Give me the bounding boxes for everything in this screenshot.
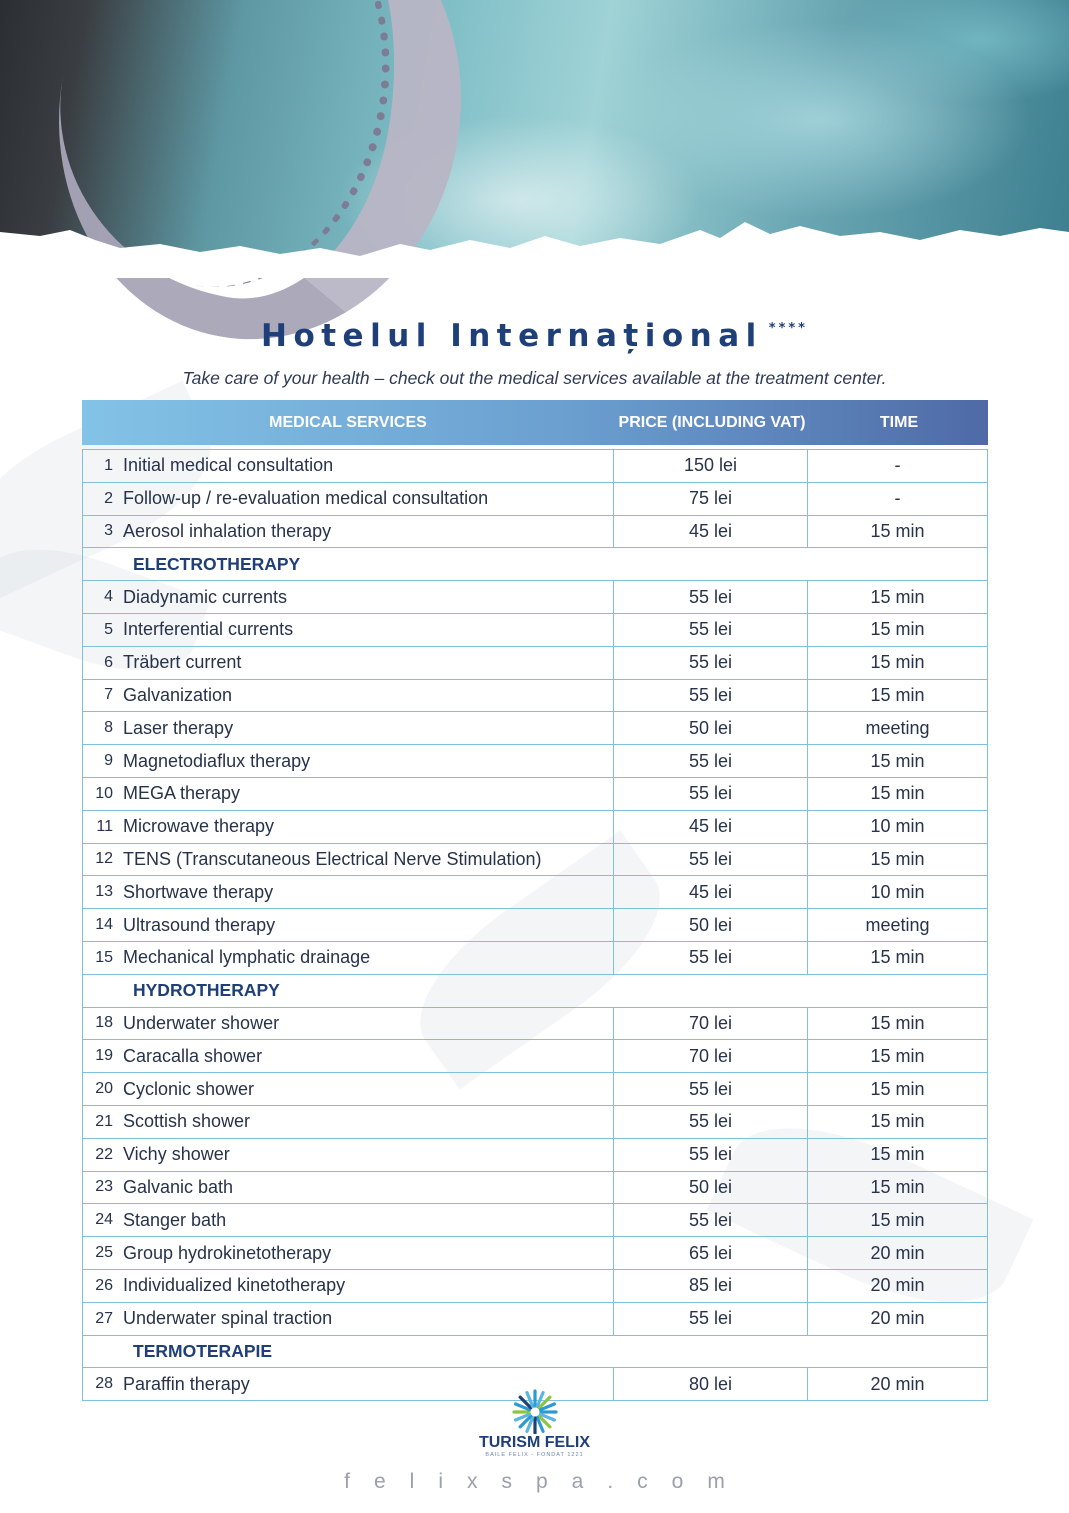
row-number: 25 xyxy=(95,1244,113,1262)
price-cell: 85 lei xyxy=(614,1270,808,1302)
service-cell xyxy=(83,745,614,777)
service-name: Group hydrokinetotherapy xyxy=(123,1242,332,1263)
price-cell: 55 lei xyxy=(614,1303,808,1335)
price-cell: 55 lei xyxy=(614,614,808,646)
torn-paper-edge xyxy=(0,218,1069,278)
section-heading: ELECTROTHERAPY xyxy=(83,548,987,581)
time-cell: 15 min xyxy=(870,684,925,705)
price-cell: 150 lei xyxy=(614,450,808,482)
service-cell xyxy=(83,1040,614,1072)
time-cell: 15 min xyxy=(870,1209,925,1230)
service-cell xyxy=(83,1008,614,1040)
service-name: Caracalla shower xyxy=(123,1045,263,1066)
time-cell: - xyxy=(894,455,901,476)
row-number: 2 xyxy=(104,489,113,507)
table-row xyxy=(83,483,987,516)
service-cell xyxy=(83,483,614,515)
price-cell: 55 lei xyxy=(614,1073,808,1105)
service-name: TENS (Transcutaneous Electrical Nerve Stimulation) xyxy=(123,848,542,869)
service-cell xyxy=(83,876,614,908)
row-number: 28 xyxy=(95,1375,113,1393)
time-cell: 15 min xyxy=(870,586,925,607)
time-cell: 15 min xyxy=(870,947,925,968)
time-cell: - xyxy=(894,488,901,509)
table-row xyxy=(83,581,987,614)
price-cell: 65 lei xyxy=(614,1237,808,1269)
row-number: 13 xyxy=(95,883,113,901)
page-title xyxy=(0,318,1069,354)
time-cell: 15 min xyxy=(870,520,925,541)
price-cell: 55 lei xyxy=(614,1204,808,1236)
price-cell: 50 lei xyxy=(614,712,808,744)
service-cell xyxy=(83,1204,614,1236)
table-row xyxy=(83,680,987,713)
table-row xyxy=(83,909,987,942)
service-cell xyxy=(83,1172,614,1204)
table-row xyxy=(83,1008,987,1041)
price-cell: 70 lei xyxy=(614,1008,808,1040)
service-cell xyxy=(83,450,614,482)
row-number: 26 xyxy=(95,1276,113,1294)
price-cell: 55 lei xyxy=(614,647,808,679)
time-cell: 20 min xyxy=(870,1242,925,1263)
price-cell: 55 lei xyxy=(614,1139,808,1171)
price-cell: 55 lei xyxy=(614,778,808,810)
service-name: Interferential currents xyxy=(123,619,294,640)
row-number: 7 xyxy=(104,686,113,704)
column-header-price: PRICE (INCLUDING VAT) xyxy=(618,413,806,431)
service-cell xyxy=(83,1073,614,1105)
service-name: Microwave therapy xyxy=(123,816,275,837)
service-cell xyxy=(83,778,614,810)
brand-name: TURISM FELIX xyxy=(478,1434,591,1451)
time-cell: 20 min xyxy=(870,1373,925,1394)
row-number: 18 xyxy=(95,1014,113,1032)
table-row xyxy=(83,614,987,647)
row-number: 5 xyxy=(104,620,113,638)
time-cell: 20 min xyxy=(870,1308,925,1329)
service-name: Individualized kinetotherapy xyxy=(123,1275,346,1296)
table-row xyxy=(83,647,987,680)
page-subtitle: Take care of your health – check out the medical services available at the treatment center. xyxy=(182,368,887,388)
price-cell: 80 lei xyxy=(614,1368,808,1400)
service-name: Shortwave therapy xyxy=(123,881,274,902)
column-header-service: MEDICAL SERVICES xyxy=(269,413,427,431)
service-name: Laser therapy xyxy=(123,717,234,738)
service-cell xyxy=(83,909,614,941)
service-cell xyxy=(83,1270,614,1302)
row-number: 27 xyxy=(95,1309,113,1327)
price-cell: 75 lei xyxy=(614,483,808,515)
service-name: Paraffin therapy xyxy=(123,1373,250,1394)
time-cell: meeting xyxy=(865,717,930,738)
service-cell xyxy=(83,647,614,679)
service-name: Ultrasound therapy xyxy=(123,914,276,935)
column-header-time: TIME xyxy=(879,413,919,431)
row-number: 1 xyxy=(104,456,113,474)
price-cell: 45 lei xyxy=(614,516,808,548)
hotel-name: Hotelul Internațional xyxy=(261,318,763,354)
service-name: Initial medical consultation xyxy=(123,455,334,476)
time-cell: 15 min xyxy=(870,1176,925,1197)
row-number: 6 xyxy=(104,653,113,671)
table-row xyxy=(83,1172,987,1205)
time-cell: 15 min xyxy=(870,1144,925,1165)
table-row xyxy=(83,1237,987,1270)
service-name: Vichy shower xyxy=(123,1144,230,1165)
hot-tub-rim xyxy=(23,0,497,371)
service-cell xyxy=(83,516,614,548)
price-cell: 70 lei xyxy=(614,1040,808,1072)
time-cell: 15 min xyxy=(870,750,925,771)
service-cell xyxy=(83,614,614,646)
table-row xyxy=(83,1303,987,1336)
table-row xyxy=(83,1106,987,1139)
service-cell xyxy=(83,581,614,613)
service-cell xyxy=(83,1139,614,1171)
time-cell: 10 min xyxy=(870,816,925,837)
website-url: felixspa.com xyxy=(344,1470,749,1493)
time-cell: meeting xyxy=(865,914,930,935)
row-number: 22 xyxy=(95,1145,113,1163)
service-cell xyxy=(83,712,614,744)
service-name: MEGA therapy xyxy=(123,783,241,804)
price-cell: 55 lei xyxy=(614,1106,808,1138)
row-number: 10 xyxy=(95,784,113,802)
service-cell xyxy=(83,942,614,974)
price-cell: 45 lei xyxy=(614,811,808,843)
table-row xyxy=(83,745,987,778)
table-row xyxy=(83,1270,987,1303)
table-row xyxy=(83,1040,987,1073)
table-row xyxy=(83,778,987,811)
time-cell: 15 min xyxy=(870,1111,925,1132)
service-name: Mechanical lymphatic drainage xyxy=(123,947,371,968)
price-table xyxy=(82,400,988,1401)
row-number: 14 xyxy=(95,916,113,934)
brand-tagline: BAILE FELIX - FONDAT 1221 xyxy=(485,1452,584,1458)
price-cell: 55 lei xyxy=(614,942,808,974)
table-row xyxy=(83,942,987,975)
service-name: Galvanization xyxy=(123,684,233,705)
star-rating: **** xyxy=(768,321,808,336)
table-row xyxy=(83,1073,987,1106)
service-cell xyxy=(83,844,614,876)
table-row xyxy=(83,811,987,844)
price-cell: 55 lei xyxy=(614,844,808,876)
price-cell: 45 lei xyxy=(614,876,808,908)
price-cell: 50 lei xyxy=(614,909,808,941)
time-cell: 15 min xyxy=(870,619,925,640)
service-name: Underwater spinal traction xyxy=(123,1308,333,1329)
table-row xyxy=(83,712,987,745)
section-heading: HYDROTHERAPY xyxy=(83,975,987,1008)
table-row xyxy=(83,876,987,909)
table-row xyxy=(83,1204,987,1237)
service-name: Magnetodiaflux therapy xyxy=(123,750,311,771)
service-name: Aerosol inhalation therapy xyxy=(123,520,332,541)
time-cell: 15 min xyxy=(870,783,925,804)
service-cell xyxy=(83,811,614,843)
time-cell: 15 min xyxy=(870,1078,925,1099)
table-row xyxy=(83,1139,987,1172)
service-name: Scottish shower xyxy=(123,1111,251,1132)
table-row xyxy=(83,516,987,549)
row-number: 20 xyxy=(95,1080,113,1098)
service-name: Stanger bath xyxy=(123,1209,227,1230)
service-cell xyxy=(83,680,614,712)
row-number: 8 xyxy=(104,719,113,737)
service-name: Träbert current xyxy=(123,652,242,673)
table-header xyxy=(82,400,988,445)
row-number: 21 xyxy=(95,1112,113,1130)
row-number: 3 xyxy=(104,522,113,540)
time-cell: 20 min xyxy=(870,1275,925,1296)
service-name: Diadynamic currents xyxy=(123,586,288,607)
table-row xyxy=(83,844,987,877)
time-cell: 15 min xyxy=(870,1012,925,1033)
row-number: 19 xyxy=(95,1047,113,1065)
row-number: 12 xyxy=(95,850,113,868)
row-number: 9 xyxy=(104,752,113,770)
service-cell xyxy=(83,1237,614,1269)
service-name: Cyclonic shower xyxy=(123,1078,255,1099)
table-row xyxy=(83,450,987,483)
time-cell: 15 min xyxy=(870,848,925,869)
row-number: 15 xyxy=(95,948,113,966)
time-cell: 15 min xyxy=(870,1045,925,1066)
row-number: 23 xyxy=(95,1178,113,1196)
service-name: Galvanic bath xyxy=(123,1176,234,1197)
price-cell: 55 lei xyxy=(614,745,808,777)
service-cell xyxy=(83,1303,614,1335)
row-number: 4 xyxy=(104,588,113,606)
section-heading: TERMOTERAPIE xyxy=(83,1336,987,1369)
service-cell xyxy=(83,1106,614,1138)
price-cell: 55 lei xyxy=(614,581,808,613)
turism-felix-logo-icon xyxy=(490,1386,580,1434)
row-number: 11 xyxy=(96,817,113,835)
price-cell: 50 lei xyxy=(614,1172,808,1204)
price-cell: 55 lei xyxy=(614,680,808,712)
table-body xyxy=(82,449,988,1401)
time-cell: 15 min xyxy=(870,652,925,673)
time-cell: 10 min xyxy=(870,881,925,902)
service-name: Underwater shower xyxy=(123,1012,280,1033)
service-name: Follow-up / re-evaluation medical consultation xyxy=(123,488,489,509)
row-number: 24 xyxy=(95,1211,113,1229)
